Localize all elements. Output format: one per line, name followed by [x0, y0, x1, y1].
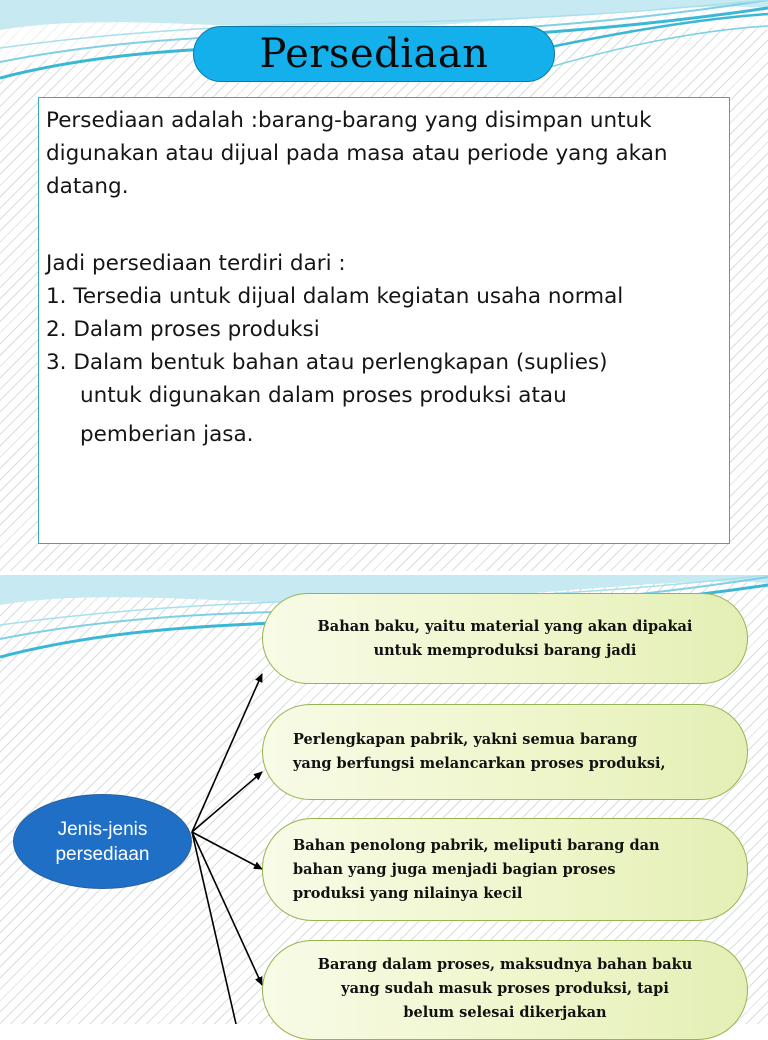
definition-line: datang. [46, 174, 129, 199]
center-node-label: persediaan [55, 843, 150, 865]
list-item: 3. Dalam bentuk bahan atau perlengkapan (suplies) [46, 350, 608, 375]
box-text: Perlengkapan pabrik, yakni semua barang [293, 731, 638, 748]
definition-line: digunakan atau dijual pada masa atau periode yang akan [46, 141, 668, 166]
slide-title: Persediaan [259, 31, 489, 77]
box-text: Bahan penolong pabrik, meliputi barang dan [293, 836, 660, 854]
list-item-continuation: untuk digunakan dalam proses produksi atau [80, 383, 567, 408]
box-text: bahan yang juga menjadi bagian proses [293, 860, 616, 878]
box-text: yang berfungsi melancarkan proses produksi, [293, 755, 666, 772]
center-node-jenis-persediaan [13, 794, 192, 889]
definition-line: Persediaan adalah :barang-barang yang disimpan untuk [46, 108, 652, 133]
list-item-continuation: pemberian jasa. [80, 422, 254, 447]
box-text: yang sudah masuk proses produksi, tapi [341, 980, 669, 997]
box-text: untuk memproduksi barang jadi [373, 641, 637, 659]
box-text: belum selesai dikerjakan [403, 1004, 607, 1021]
box-text: Barang dalam proses, maksudnya bahan baku [317, 956, 693, 973]
inventory-type-box-perlengkapan [262, 704, 748, 800]
inventory-type-box-bahan-penolong [262, 818, 748, 921]
list-item: 1. Tersedia untuk dijual dalam kegiatan usaha normal [46, 284, 624, 309]
list-item: 2. Dalam proses produksi [46, 317, 320, 342]
inventory-type-box-bahan-baku [262, 593, 748, 684]
box-text: Bahan baku, yaitu material yang akan dipakai [317, 617, 693, 635]
box-text: produksi yang nilainya kecil [293, 884, 523, 902]
list-intro: Jadi persediaan terdiri dari : [46, 251, 346, 276]
center-node-label: Jenis-jenis [57, 818, 148, 840]
inventory-type-box-barang-dalam-proses [262, 940, 748, 1040]
